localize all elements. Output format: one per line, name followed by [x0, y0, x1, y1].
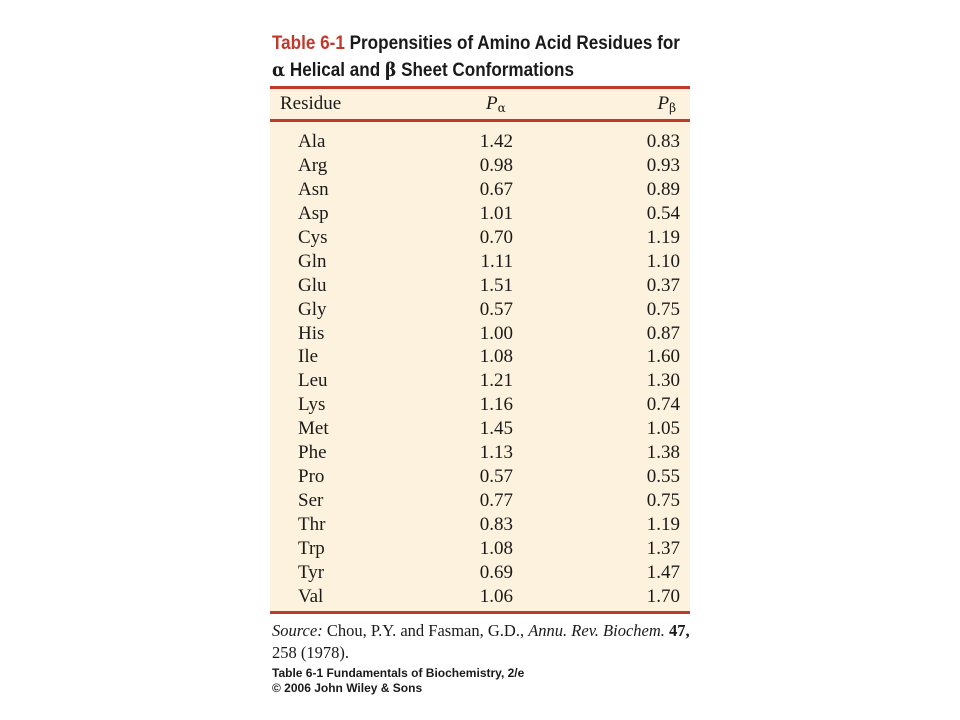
cell-p-alpha: 0.77	[479, 490, 513, 512]
cell-residue: Asp	[298, 202, 329, 224]
cell-residue: Cys	[298, 226, 328, 248]
table-row	[270, 154, 690, 178]
cell-residue: Thr	[298, 514, 326, 535]
bottom-rule	[270, 611, 690, 614]
table-row	[270, 537, 690, 561]
title-text-3: Sheet Conformations	[401, 60, 574, 81]
cell-p-alpha: 1.51	[479, 274, 513, 296]
cell-residue: Pro	[298, 466, 325, 488]
table-body	[270, 130, 690, 609]
cell-residue: His	[298, 322, 325, 344]
cell-p-beta: 1.70	[646, 585, 680, 607]
credits-line-1: Table 6-1 Fundamentals of Biochemistry, 2/e	[272, 666, 525, 680]
cell-residue: Asn	[298, 178, 329, 200]
source-citation	[272, 620, 692, 664]
source-volume: 47,	[669, 621, 690, 640]
title-text-2: Helical and	[289, 60, 381, 81]
cell-p-beta: 1.37	[646, 537, 680, 559]
cell-p-beta: 1.30	[646, 370, 680, 392]
header-p-beta-letter: P	[657, 93, 670, 114]
cell-p-alpha: 0.67	[479, 178, 513, 200]
title-line-2	[272, 57, 659, 84]
table-row	[270, 130, 690, 154]
table-row	[270, 202, 690, 226]
beta-symbol: β	[384, 59, 397, 81]
cell-p-alpha: 1.01	[479, 202, 513, 224]
cell-residue: Tyr	[298, 561, 325, 583]
table-row	[270, 561, 690, 585]
cell-p-beta: 0.74	[646, 394, 680, 416]
cell-p-alpha: 1.06	[479, 585, 513, 607]
cell-p-beta: 0.54	[646, 202, 680, 224]
credits	[272, 666, 524, 696]
table-row	[270, 322, 690, 346]
cell-residue: Leu	[298, 370, 328, 392]
cell-p-beta: 1.38	[646, 442, 680, 464]
cell-p-alpha: 1.11	[480, 250, 513, 272]
header-residue: Residue	[280, 93, 342, 114]
table-row	[270, 345, 690, 369]
cell-p-alpha: 1.00	[479, 322, 513, 344]
table-row	[270, 274, 690, 298]
table-row	[270, 250, 690, 274]
cell-residue: Ile	[298, 346, 319, 368]
cell-p-beta: 1.19	[646, 226, 680, 248]
cell-p-beta: 0.83	[646, 131, 680, 152]
table-title	[272, 30, 680, 84]
source-journal: Annu. Rev. Biochem.	[528, 621, 665, 640]
cell-residue: Val	[298, 585, 324, 607]
cell-p-alpha: 0.57	[479, 298, 513, 320]
source-pages: 258 (1978).	[272, 643, 349, 662]
cell-p-beta: 0.87	[646, 322, 680, 344]
table-row	[270, 465, 690, 489]
cell-p-beta: 1.19	[646, 514, 680, 535]
header-p-beta-sub: β	[669, 101, 676, 115]
cell-p-alpha: 0.70	[479, 226, 513, 248]
cell-p-alpha: 1.16	[479, 394, 513, 416]
cell-p-alpha: 1.21	[479, 370, 513, 392]
cell-p-alpha: 0.98	[479, 154, 513, 176]
cell-p-alpha: 1.45	[479, 418, 513, 440]
cell-residue: Glu	[298, 274, 327, 296]
top-rule	[270, 86, 690, 89]
cell-p-beta: 0.75	[646, 298, 680, 320]
cell-residue: Met	[298, 418, 329, 440]
cell-p-alpha: 0.57	[479, 466, 513, 488]
cell-residue: Gly	[298, 298, 327, 320]
header-p-alpha-letter: P	[486, 93, 498, 114]
cell-residue: Lys	[298, 394, 326, 416]
cell-p-beta: 1.10	[646, 250, 680, 272]
cell-p-beta: 0.93	[646, 154, 680, 176]
table-row	[270, 513, 690, 537]
table-row	[270, 489, 690, 513]
header-p-beta	[657, 92, 676, 120]
table-row	[270, 585, 690, 609]
table-row	[270, 417, 690, 441]
table-row	[270, 369, 690, 393]
table-row	[270, 226, 690, 250]
cell-p-beta: 1.05	[646, 418, 680, 440]
header-p-alpha-sub: α	[497, 101, 506, 115]
source-authors: Chou, P.Y. and Fasman, G.D.,	[326, 621, 525, 640]
table-row	[270, 298, 690, 322]
title-text-1: Propensities of Amino Acid Residues for	[349, 33, 680, 54]
alpha-symbol: α	[272, 59, 286, 81]
cell-p-alpha: 0.69	[479, 561, 513, 583]
title-line-1	[272, 30, 680, 57]
header-rule	[270, 119, 690, 122]
cell-p-alpha: 1.08	[479, 346, 513, 368]
table-label: Table 6-1	[272, 33, 345, 54]
header-p-alpha	[486, 92, 506, 120]
credits-line-2: © 2006 John Wiley & Sons	[272, 681, 423, 695]
cell-p-beta: 0.75	[646, 490, 680, 512]
cell-p-alpha: 1.08	[479, 537, 513, 559]
cell-p-beta: 0.89	[646, 178, 680, 200]
cell-p-beta: 1.47	[646, 561, 680, 583]
table-row	[270, 178, 690, 202]
cell-p-alpha: 1.42	[479, 131, 513, 152]
data-table	[270, 86, 690, 614]
cell-residue: Ser	[298, 490, 324, 512]
cell-residue: Trp	[298, 537, 325, 559]
cell-residue: Ala	[298, 131, 326, 152]
cell-p-beta: 1.60	[646, 346, 680, 368]
cell-p-beta: 0.37	[646, 274, 680, 296]
cell-p-beta: 0.55	[646, 466, 680, 488]
cell-p-alpha: 0.83	[479, 514, 513, 535]
cell-residue: Arg	[298, 154, 328, 176]
source-label: Source:	[272, 621, 323, 640]
cell-p-alpha: 1.13	[479, 442, 513, 464]
table-row	[270, 441, 690, 465]
cell-residue: Phe	[298, 442, 327, 464]
table-row	[270, 393, 690, 417]
cell-residue: Gln	[298, 250, 327, 272]
